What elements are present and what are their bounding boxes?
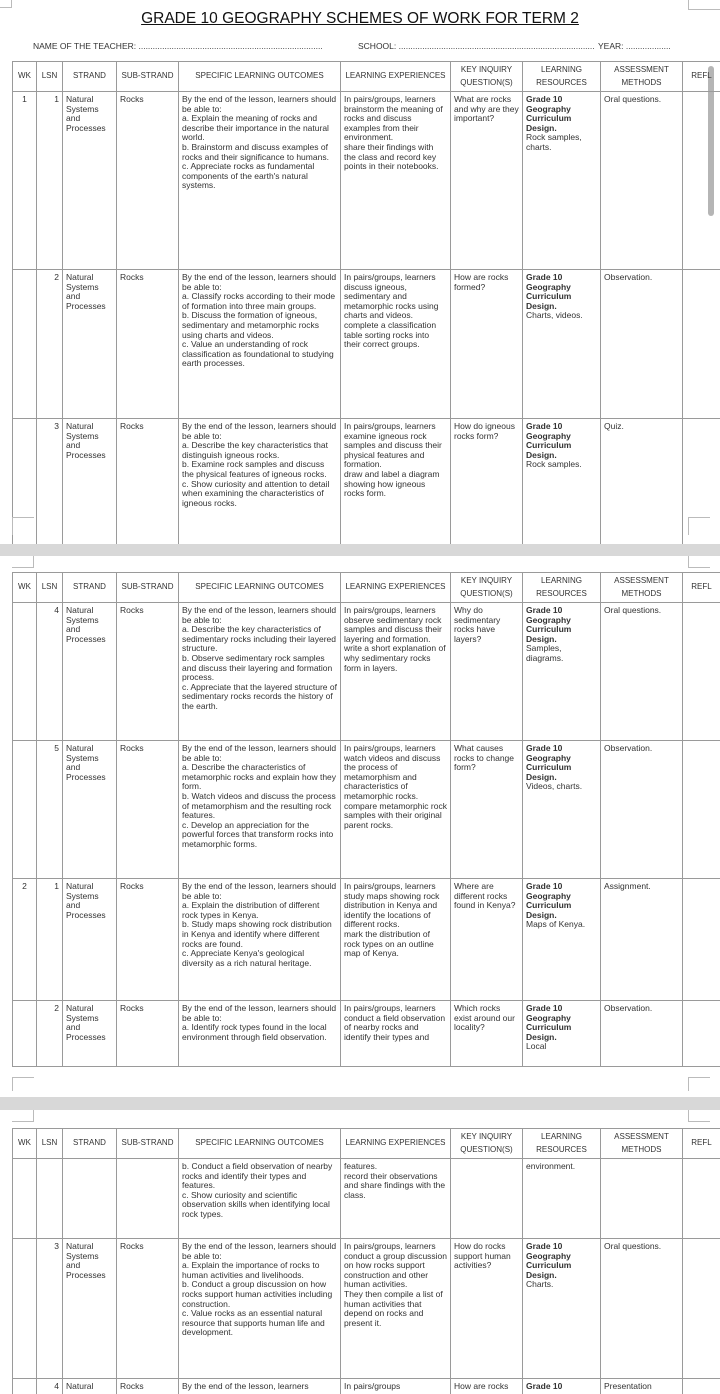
experiences-cell — [341, 270, 451, 419]
strand-cell: Natural Systems and Processes — [63, 741, 117, 879]
column-header-substrand: SUB-STRAND — [117, 1129, 179, 1159]
column-header-resources: LEARNING RESOURCES — [523, 573, 601, 603]
outcome-line: By the end of the lesson, learners should be able to: — [182, 743, 337, 763]
outcome-line: c. Appreciate rocks as fundamental components of the earth's natural systems. — [182, 161, 315, 191]
table-row — [13, 1239, 720, 1379]
experience-line: complete a classification table sorting rocks into their correct groups. — [344, 319, 437, 350]
outcome-line: By the end of the lesson, learners should be able to: — [182, 272, 337, 292]
outcome-line: c. Develop an appreciation for the powerful forces that transform rocks into metamorphic forms. — [182, 819, 334, 849]
resources-cell — [523, 603, 601, 741]
reflection-cell — [683, 603, 720, 741]
outcome-line: b. Study maps showing rock distribution in Kenya and identify where different rocks are found. — [182, 919, 332, 949]
experience-line: compare metamorphic rock samples with their original parent rocks. — [344, 800, 447, 830]
resource-line: Grade 10 Geography Curriculum Design. — [526, 421, 572, 460]
outcome-line: a. Explain the distribution of different rock types in Kenya. — [182, 900, 320, 920]
resources-cell — [523, 92, 601, 270]
scheme-table-page-3 — [12, 1128, 720, 1394]
outcomes-cell — [179, 879, 341, 1001]
experiences-cell — [341, 603, 451, 741]
assessment-cell — [601, 1159, 683, 1239]
assessment-cell: Presentation — [601, 1379, 683, 1394]
substrand-cell: Rocks — [117, 1379, 179, 1394]
assessment-cell: Observation. — [601, 741, 683, 879]
year-field: YEAR: ................... — [598, 41, 671, 51]
outcome-line: a. Identify rock types found in the local environment through field observation. — [182, 1022, 327, 1042]
experience-line: In pairs/groups, learners discuss igneous, sedimentary and metamorphic rocks using charts and videos. — [344, 272, 439, 321]
document-page-3 — [0, 1110, 720, 1394]
column-header-wk: WK — [13, 1129, 37, 1159]
table-row — [13, 879, 720, 1001]
outcomes-cell — [179, 1001, 341, 1067]
outcomes-cell — [179, 419, 341, 545]
resource-line: Local — [526, 1041, 547, 1052]
inquiry-question-cell: Why do sedimentary rocks have layers? — [451, 603, 523, 741]
week-cell: 1 — [13, 92, 37, 270]
outcome-line: a. Explain the meaning of rocks and describe their importance in the natural world. — [182, 113, 329, 143]
assessment-cell: Oral questions. — [601, 603, 683, 741]
document-page-1 — [0, 0, 720, 544]
column-header-experiences: LEARNING EXPERIENCES — [341, 1129, 451, 1159]
outcomes-cell — [179, 1159, 341, 1239]
outcome-line: By the end of the lesson, learners should be able to: — [182, 881, 337, 901]
table-row — [13, 419, 720, 545]
resource-line: Grade 10 Geography Curriculum Design. — [526, 1241, 572, 1280]
outcome-line: c. Value an understanding of rock classification as foundational to studying earth processes. — [182, 339, 334, 369]
column-header-experiences: LEARNING EXPERIENCES — [341, 573, 451, 603]
experience-line: mark the distribution of rock types on an outline map of Kenya. — [344, 928, 434, 959]
lesson-cell: 2 — [37, 270, 63, 419]
column-header-refl: REFL — [683, 573, 720, 603]
lesson-cell: 1 — [37, 92, 63, 270]
inquiry-question-cell: Where are different rocks found in Kenya? — [451, 879, 523, 1001]
experience-line: In pairs/groups, learners examine igneous rock samples and discuss their physical features and formation. — [344, 421, 442, 470]
assessment-cell: Oral questions. — [601, 92, 683, 270]
outcome-line: b. Watch videos and discuss the process of metamorphism and the resulting rock features. — [182, 790, 336, 821]
outcome-line: a. Classify rocks according to their mode of formation into three main groups. — [182, 291, 336, 311]
inquiry-question-cell: How are rocks — [451, 1379, 523, 1394]
column-header-refl: REFL — [683, 1129, 720, 1159]
outcome-line: a. Explain the importance of rocks to human activities and livelihoods. — [182, 1260, 320, 1280]
column-header-question: KEY INQUIRY QUESTION(S) — [451, 573, 523, 603]
experiences-cell — [341, 741, 451, 879]
week-cell: 2 — [13, 879, 37, 1001]
substrand-cell: Rocks — [117, 603, 179, 741]
experiences-cell — [341, 1001, 451, 1067]
table-row — [13, 1379, 720, 1394]
reflection-cell — [683, 1239, 720, 1379]
resource-line: Grade 10 Geography Curriculum Design. — [526, 272, 572, 311]
column-header-assessment: ASSESSMENT METHODS — [601, 1129, 683, 1159]
resource-line: Charts. — [526, 1279, 554, 1290]
inquiry-question-cell — [451, 1159, 523, 1239]
reflection-cell — [683, 1001, 720, 1067]
outcome-line: a. Describe the characteristics of metamorphic rocks and explain how they form. — [182, 762, 337, 792]
outcome-line: By the end of the lesson, learners should be able to: — [182, 1003, 337, 1023]
experience-line: record their observations and share findings with the class. — [344, 1170, 446, 1200]
reflection-cell — [683, 92, 720, 270]
outcomes-cell — [179, 741, 341, 879]
inquiry-question-cell: How are rocks formed? — [451, 270, 523, 419]
strand-cell: Natural Systems and Processes — [63, 92, 117, 270]
strand-cell: Natural Systems and Processes — [63, 1001, 117, 1067]
experiences-cell — [341, 1159, 451, 1239]
outcome-line: b. Conduct a field observation of nearby rocks and identify their types and features. — [182, 1161, 333, 1191]
experience-line: In pairs/groups, learners study maps showing rock distribution in Kenya and identify the locations of different rocks. — [344, 881, 440, 930]
document-page-2 — [0, 556, 720, 1097]
column-header-resources: LEARNING RESOURCES — [523, 62, 601, 92]
outcome-line: c. Show curiosity and attention to detail when examining the characteristics of igneous rocks. — [182, 478, 330, 508]
column-header-outcomes: SPECIFIC LEARNING OUTCOMES — [179, 1129, 341, 1159]
resource-line: Rock samples. — [526, 459, 582, 470]
outcome-line: b. Examine rock samples and discuss the physical features of igneous rocks. — [182, 459, 327, 479]
lesson-cell: 2 — [37, 1001, 63, 1067]
reflection-cell — [683, 1159, 720, 1239]
assessment-cell: Observation. — [601, 270, 683, 419]
resource-line: Maps of Kenya. — [526, 919, 586, 930]
lesson-cell: 4 — [37, 1379, 63, 1394]
week-cell — [13, 741, 37, 879]
school-field: SCHOOL: ................................................................................... — [358, 41, 595, 51]
strand-cell: Natural Systems and Processes — [63, 1239, 117, 1379]
substrand-cell: Rocks — [117, 879, 179, 1001]
table-header-row — [13, 62, 720, 92]
substrand-cell: Rocks — [117, 92, 179, 270]
lesson-cell — [37, 1159, 63, 1239]
outcome-line: c. Appreciate that the layered structure of sedimentary rocks records the history of the earth. — [182, 681, 337, 711]
reflection-cell — [683, 741, 720, 879]
column-header-outcomes: SPECIFIC LEARNING OUTCOMES — [179, 62, 341, 92]
experience-line: write a short explanation of why sedimentary rocks form in layers. — [344, 643, 446, 673]
resource-line: Videos, charts. — [526, 781, 583, 792]
resource-line: Grade 10 — [526, 1381, 563, 1391]
assessment-cell: Assignment. — [601, 879, 683, 1001]
assessment-cell: Observation. — [601, 1001, 683, 1067]
resources-cell — [523, 1001, 601, 1067]
teacher-field: NAME OF THE TEACHER: .............................................................................. — [33, 41, 323, 51]
outcome-line: By the end of the lesson, learners should be able to: — [182, 1241, 337, 1261]
outcome-line: By the end of the lesson, learners should be able to: — [182, 421, 337, 441]
week-cell — [13, 1001, 37, 1067]
experience-line: They then compile a list of human activities that depend on rocks and present it. — [344, 1288, 443, 1328]
outcome-line: By the end of the lesson, learners should be able to: — [182, 605, 337, 625]
outcome-line: c. Value rocks as an essential natural resource that supports human life and development. — [182, 1308, 325, 1338]
lesson-cell: 3 — [37, 419, 63, 545]
resources-cell — [523, 879, 601, 1001]
document-title: GRADE 10 GEOGRAPHY SCHEMES OF WORK FOR TERM 2 — [141, 10, 579, 27]
reflection-cell — [683, 1379, 720, 1394]
table-row — [13, 270, 720, 419]
substrand-cell: Rocks — [117, 741, 179, 879]
resources-cell — [523, 1239, 601, 1379]
lesson-cell: 3 — [37, 1239, 63, 1379]
column-header-refl: REFL — [683, 62, 720, 92]
resource-line: Samples, diagrams. — [526, 643, 564, 663]
outcome-line: By the end of the lesson, learners — [182, 1381, 309, 1391]
outcome-line: b. Brainstorm and discuss examples of rocks and their significance to humans. — [182, 141, 329, 162]
week-cell — [13, 1159, 37, 1239]
lesson-cell: 1 — [37, 879, 63, 1001]
outcomes-cell — [179, 92, 341, 270]
inquiry-question-cell: What are rocks and why are they important? — [451, 92, 523, 270]
substrand-cell: Rocks — [117, 419, 179, 545]
outcome-line: By the end of the lesson, learners should be able to: — [182, 94, 337, 114]
column-header-lsn: LSN — [37, 62, 63, 92]
scheme-table-page-1 — [12, 61, 720, 544]
strand-cell: Natural Systems and Processes — [63, 419, 117, 545]
experiences-cell — [341, 1379, 451, 1394]
column-header-wk: WK — [13, 62, 37, 92]
strand-cell — [63, 1159, 117, 1239]
experience-line: draw and label a diagram showing how igneous rocks form. — [344, 468, 440, 499]
strand-cell: Natural — [63, 1379, 117, 1394]
inquiry-question-cell: Which rocks exist around our locality? — [451, 1001, 523, 1067]
experience-line: share their findings with the class and record key points in their notebooks. — [344, 141, 439, 172]
outcome-line: a. Describe the key characteristics of sedimentary rocks including their layered structure. — [182, 624, 337, 654]
column-header-strand: STRAND — [63, 1129, 117, 1159]
substrand-cell: Rocks — [117, 270, 179, 419]
week-cell — [13, 1379, 37, 1394]
experiences-cell — [341, 419, 451, 545]
column-header-resources: LEARNING RESOURCES — [523, 1129, 601, 1159]
resource-line: Grade 10 Geography Curriculum Design. — [526, 743, 572, 782]
outcomes-cell — [179, 270, 341, 419]
inquiry-question-cell: How do rocks support human activities? — [451, 1239, 523, 1379]
resource-line: Rock samples, charts. — [526, 132, 582, 152]
table-row — [13, 92, 720, 270]
outcomes-cell — [179, 603, 341, 741]
column-header-strand: STRAND — [63, 573, 117, 603]
column-header-experiences: LEARNING EXPERIENCES — [341, 62, 451, 92]
resource-line: Grade 10 Geography Curriculum Design. — [526, 605, 572, 644]
table-row — [13, 1001, 720, 1067]
strand-cell: Natural Systems and Processes — [63, 879, 117, 1001]
table-row — [13, 1159, 720, 1239]
column-header-assessment: ASSESSMENT METHODS — [601, 62, 683, 92]
resource-line: Charts, videos. — [526, 310, 583, 321]
column-header-substrand: SUB-STRAND — [117, 573, 179, 603]
substrand-cell: Rocks — [117, 1239, 179, 1379]
scheme-table-page-2 — [12, 572, 720, 1067]
experience-line: In pairs/groups, learners observe sedimentary rock samples and discuss their layering and formation. — [344, 605, 442, 644]
table-row — [13, 603, 720, 741]
resources-cell — [523, 1379, 601, 1394]
outcome-line: b. Discuss the formation of igneous, sedimentary and metamorphic rocks using charts and videos. — [182, 310, 320, 340]
inquiry-question-cell: How do igneous rocks form? — [451, 419, 523, 545]
outcome-line: c. Appreciate Kenya's geological diversity as a rich natural heritage. — [182, 948, 312, 968]
experience-line: In pairs/groups — [344, 1381, 401, 1391]
strand-cell: Natural Systems and Processes — [63, 603, 117, 741]
reflection-cell — [683, 879, 720, 1001]
resource-line: Grade 10 Geography Curriculum Design. — [526, 94, 572, 133]
column-header-strand: STRAND — [63, 62, 117, 92]
column-header-assessment: ASSESSMENT METHODS — [601, 573, 683, 603]
experience-line: In pairs/groups, learners conduct a field observation of nearby rocks and identify their types and — [344, 1003, 446, 1042]
substrand-cell: Rocks — [117, 1001, 179, 1067]
column-header-substrand: SUB-STRAND — [117, 62, 179, 92]
resources-cell — [523, 419, 601, 545]
outcomes-cell — [179, 1239, 341, 1379]
column-header-wk: WK — [13, 573, 37, 603]
experiences-cell — [341, 1239, 451, 1379]
substrand-cell — [117, 1159, 179, 1239]
week-cell — [13, 603, 37, 741]
column-header-lsn: LSN — [37, 1129, 63, 1159]
experiences-cell — [341, 92, 451, 270]
week-cell — [13, 1239, 37, 1379]
lesson-cell: 5 — [37, 741, 63, 879]
column-header-outcomes: SPECIFIC LEARNING OUTCOMES — [179, 573, 341, 603]
column-header-lsn: LSN — [37, 573, 63, 603]
outcome-line: b. Observe sedimentary rock samples and discuss their layering and formation process. — [182, 652, 333, 683]
inquiry-question-cell: What causes rocks to change form? — [451, 741, 523, 879]
week-cell — [13, 270, 37, 419]
assessment-cell: Quiz. — [601, 419, 683, 545]
resource-line: environment. — [526, 1161, 576, 1171]
table-header-row — [13, 573, 720, 603]
strand-cell: Natural Systems and Processes — [63, 270, 117, 419]
outcome-line: b. Conduct a group discussion on how rocks support human activities including construction. — [182, 1279, 333, 1309]
resources-cell — [523, 270, 601, 419]
experience-line: features. — [344, 1161, 378, 1171]
table-row — [13, 741, 720, 879]
resources-cell — [523, 1159, 601, 1239]
resource-line: Grade 10 Geography Curriculum Design. — [526, 1003, 572, 1042]
experience-line: In pairs/groups, learners conduct a group discussion on how rocks support construction and other human activities. — [344, 1241, 448, 1290]
reflection-cell — [683, 270, 720, 419]
table-header-row — [13, 1129, 720, 1159]
outcome-line: c. Show curiosity and scientific observation skills when identifying local rock types. — [182, 1189, 330, 1219]
experience-line: In pairs/groups, learners watch videos and discuss the process of metamorphism and characteristics of metamorphic rocks. — [344, 743, 441, 801]
experience-line: In pairs/groups, learners brainstorm the meaning of rocks and discuss examples from their environment. — [344, 94, 443, 143]
outcome-line: a. Describe the key characteristics that distinguish igneous rocks. — [182, 440, 328, 460]
column-header-question: KEY INQUIRY QUESTION(S) — [451, 1129, 523, 1159]
experiences-cell — [341, 879, 451, 1001]
resource-line: Grade 10 Geography Curriculum Design. — [526, 881, 572, 920]
lesson-cell: 4 — [37, 603, 63, 741]
assessment-cell: Oral questions. — [601, 1239, 683, 1379]
resources-cell — [523, 741, 601, 879]
outcomes-cell — [179, 1379, 341, 1394]
column-header-question: KEY INQUIRY QUESTION(S) — [451, 62, 523, 92]
